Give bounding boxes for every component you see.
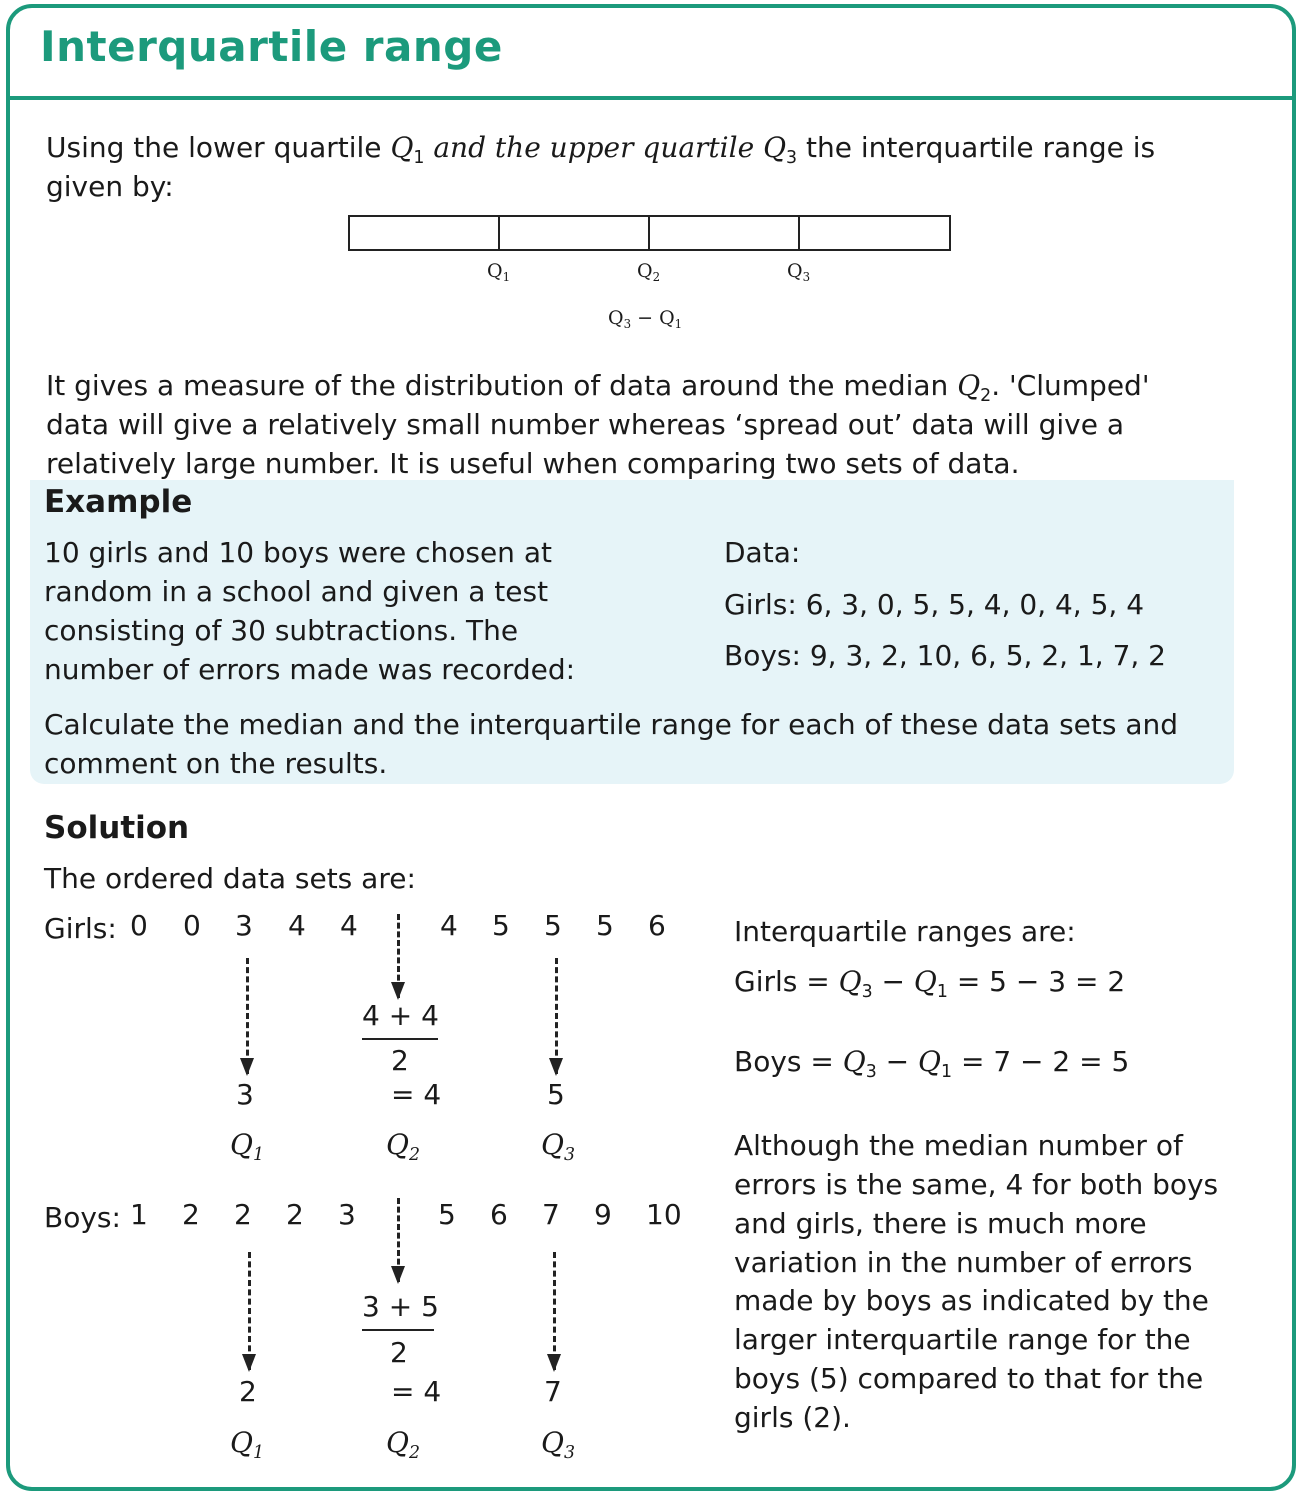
boys-median-arrow [397, 1198, 400, 1282]
boys-q2-symbol: $Q_2$ [386, 1426, 421, 1464]
boys-value-8: 7 [542, 1198, 560, 1231]
boys-label: Boys: [44, 1201, 121, 1234]
girls-median-value: = 4 [391, 1078, 442, 1111]
example-line-1: 10 girls and 10 boys were chosen at [44, 536, 552, 569]
intro-line-1 [46, 128, 1155, 178]
boys-value-2: 2 [182, 1198, 200, 1231]
page-title: Interquartile range [40, 22, 503, 71]
task-line-2: comment on the results. [44, 747, 388, 780]
comment-line-8: girls (2). [734, 1401, 851, 1434]
description-line-3: relatively large number. It is useful when comparing two sets of data. [46, 447, 1020, 480]
example-line-2: random in a school and given a test [44, 575, 549, 608]
comment-line-6: larger interquartile range for the [734, 1323, 1191, 1356]
girls-iqr-equation: Girls = $Q_3 - Q_1 = 5 - 3 = 2$ [734, 965, 1126, 1003]
quartile-segment-4 [798, 215, 951, 251]
q2-symbol: Q [957, 369, 981, 402]
girls-value-4: 4 [288, 909, 306, 942]
girls-label: Girls: [44, 912, 117, 945]
solution-heading: Solution [44, 810, 190, 846]
girls-fraction-bar [362, 1038, 438, 1040]
boys-value-3: 2 [234, 1198, 252, 1231]
boys-value-9: 9 [594, 1198, 612, 1231]
intro-text-b: and the upper quartile [424, 131, 764, 164]
data-label: Data: [724, 536, 801, 569]
q1-subscript: 1 [413, 148, 425, 169]
girls-value-6: 4 [440, 909, 458, 942]
description-line-1: It gives a measure of the distribution of data around the median $Q_2$. 'Clumped' [46, 369, 1150, 407]
girls-q1-value: 3 [236, 1078, 254, 1111]
boys-q1-arrow [248, 1252, 251, 1370]
boys-median-value: = 4 [391, 1375, 442, 1408]
boys-value-10: 10 [646, 1198, 682, 1231]
quartile-segment-1 [348, 215, 500, 251]
girls-value-5: 4 [340, 909, 358, 942]
example-heading: Example [44, 484, 193, 520]
girls-q1-arrow [246, 958, 249, 1074]
description-line-2: data will give a relatively small number whereas ‘spread out’ data will give a [46, 408, 1124, 441]
girls-fraction-denominator: 2 [391, 1044, 409, 1077]
girls-q1-symbol: $Q_1$ [230, 1128, 265, 1166]
q1-symbol: Q [390, 131, 414, 164]
comment-line-5: made by boys as indicated by the [734, 1284, 1209, 1317]
example-line-4: number of errors made was recorded: [44, 653, 576, 686]
boys-fraction-bar [362, 1329, 434, 1331]
girls-value-1: 0 [130, 909, 148, 942]
comment-line-1: Although the median number of [734, 1129, 1183, 1162]
example-line-3: consisting of 30 subtractions. The [44, 614, 519, 647]
ordered-label: The ordered data sets are: [44, 862, 416, 895]
intro-line-2: given by: [46, 170, 174, 203]
boys-data: Boys: 9, 3, 2, 10, 6, 5, 2, 1, 7, 2 [724, 639, 1166, 672]
boys-value-1: 1 [130, 1198, 148, 1231]
diagram-range-label: $Q_3 - Q_1$ [608, 307, 683, 332]
boys-q3-arrow [553, 1252, 556, 1370]
q3-subscript: 3 [786, 148, 798, 169]
boys-fraction-numerator: 3 + 5 [362, 1290, 439, 1323]
girls-value-2: 0 [183, 909, 201, 942]
boys-value-5: 3 [338, 1198, 356, 1231]
diagram-q3-label: $Q_3$ [787, 260, 811, 285]
girls-value-8: 5 [544, 909, 562, 942]
boys-fraction-denominator: 2 [390, 1336, 408, 1369]
boys-q3-value: 7 [544, 1375, 562, 1408]
girls-value-9: 5 [596, 909, 614, 942]
boys-q3-symbol: $Q_3$ [541, 1426, 576, 1464]
girls-value-3: 3 [235, 909, 253, 942]
comment-line-3: and girls, there is much more [734, 1207, 1147, 1240]
quartile-segment-2 [498, 215, 650, 251]
boys-q1-value: 2 [239, 1375, 257, 1408]
intro-text-a: Using the lower quartile [46, 131, 391, 164]
quartile-segment-3 [648, 215, 800, 251]
girls-median-arrow [397, 914, 400, 998]
boys-q1-symbol: $Q_1$ [230, 1426, 265, 1464]
iqr-heading: Interquartile ranges are: [734, 915, 1076, 948]
girls-fraction-numerator: 4 + 4 [362, 999, 439, 1032]
intro-text-c: the interquartile range is [797, 131, 1156, 164]
boys-iqr-equation: Boys = $Q_3 - Q_1 = 7 - 2 = 5$ [734, 1045, 1130, 1083]
boys-value-7: 6 [490, 1198, 508, 1231]
task-line-1: Calculate the median and the interquartile range for each of these data sets and [44, 708, 1179, 741]
girls-q3-value: 5 [547, 1078, 565, 1111]
girls-value-7: 5 [492, 909, 510, 942]
comment-line-2: errors is the same, 4 for both boys [734, 1168, 1219, 1201]
diagram-q2-label: $Q_2$ [637, 260, 661, 285]
diagram-q1-label: $Q_1$ [487, 260, 511, 285]
comment-line-7: boys (5) compared to that for the [734, 1362, 1204, 1395]
boys-value-6: 5 [438, 1198, 456, 1231]
girls-q3-symbol: $Q_3$ [541, 1128, 576, 1166]
boys-value-4: 2 [286, 1198, 304, 1231]
girls-data: Girls: 6, 3, 0, 5, 5, 4, 0, 4, 5, 4 [724, 588, 1145, 621]
girls-q3-arrow [555, 958, 558, 1074]
girls-value-10: 6 [648, 909, 666, 942]
q3-symbol: Q [763, 131, 787, 164]
comment-line-4: variation in the number of errors [734, 1246, 1193, 1279]
girls-q2-symbol: $Q_2$ [386, 1128, 421, 1166]
